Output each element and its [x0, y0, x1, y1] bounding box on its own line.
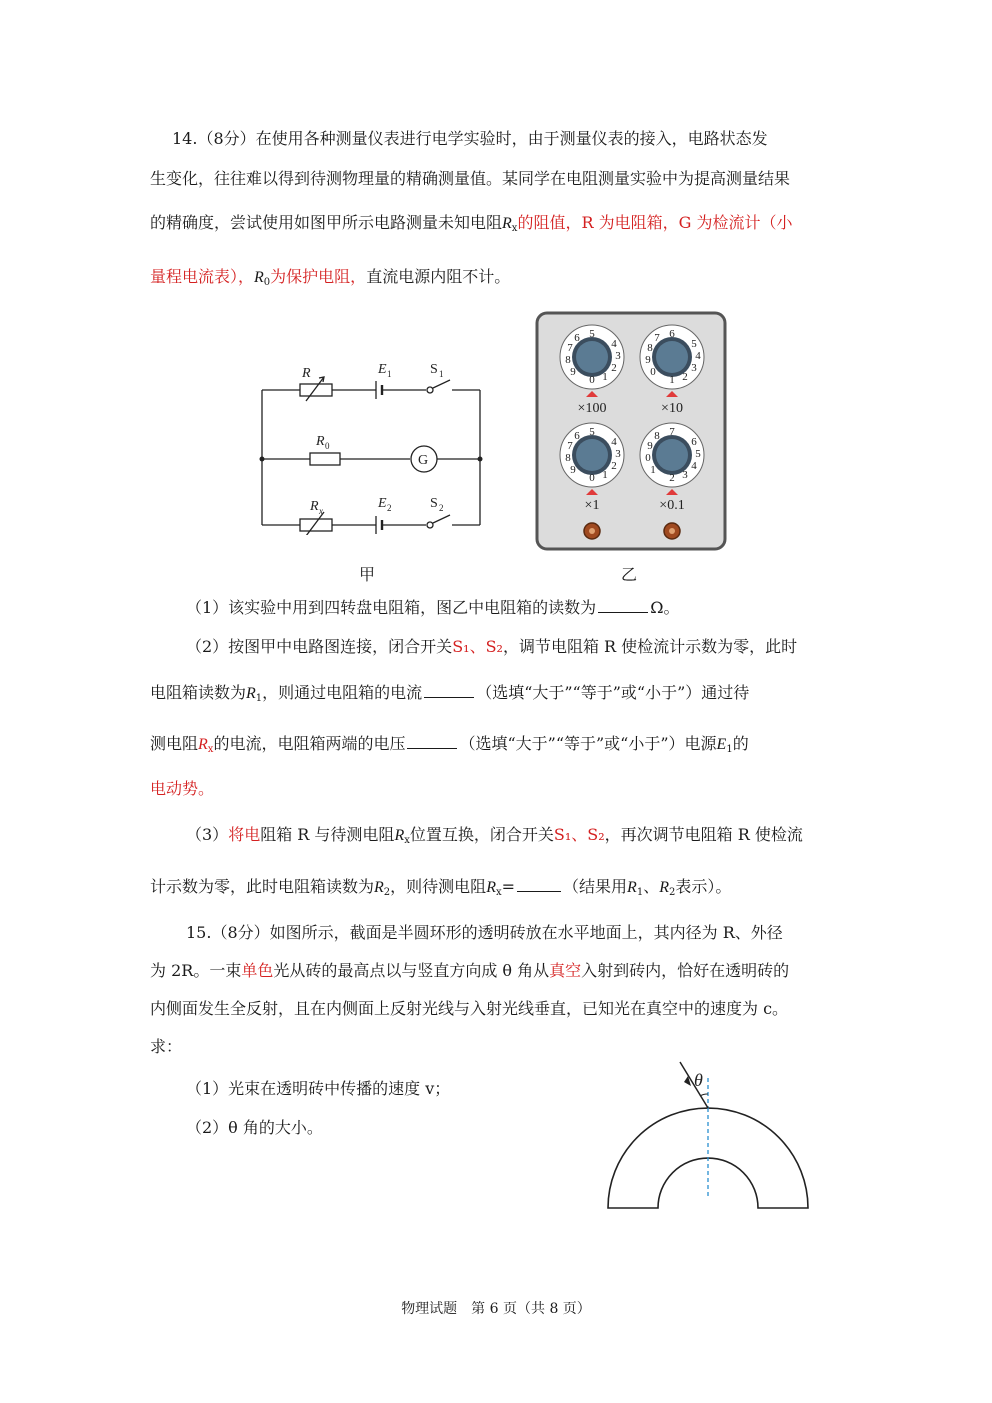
svg-text:8: 8 [565, 452, 571, 464]
svg-text:2: 2 [669, 472, 675, 484]
svg-text:2: 2 [682, 371, 688, 383]
svg-text:1: 1 [650, 464, 656, 476]
svg-text:4: 4 [691, 460, 697, 472]
label-rx: R [310, 499, 319, 514]
svg-text:4: 4 [695, 350, 701, 362]
svg-text:7: 7 [654, 332, 660, 344]
q14-line-2: 生变化，往往难以得到待测物理量的精确测量值。某同学在电阻测量实验中为提高测量结果 [150, 169, 791, 188]
q14-line-1: 14.（8分）在使用各种测量仪表进行电学实验时，由于测量仪表的接入，电路状态发 [172, 129, 768, 148]
fig-jia-caption: 甲 [359, 565, 376, 584]
label-e2: E [378, 496, 387, 511]
svg-text:0: 0 [650, 366, 656, 378]
svg-text:9: 9 [645, 354, 651, 366]
svg-text:9: 9 [647, 440, 653, 452]
svg-text:1: 1 [602, 469, 608, 481]
svg-text:3: 3 [615, 350, 621, 362]
circuit-diagram [252, 355, 492, 535]
svg-text:3: 3 [691, 362, 697, 374]
svg-text:9: 9 [570, 366, 576, 378]
label-s1: S [430, 362, 438, 377]
q14-sub-2-line-3: 测电阻$R_x$的电流，电阻箱两端的电压 （选填“大于”“等于”或“小于”）电源$E_1$的 [150, 734, 749, 755]
svg-text:1: 1 [669, 374, 675, 386]
svg-text:0: 0 [645, 452, 651, 464]
svg-text:0: 0 [325, 441, 330, 451]
answer-blank[interactable] [407, 734, 457, 749]
svg-text:7: 7 [567, 342, 573, 354]
q14-sub-3-line-1: （3）将电阻箱 R 与待测电阻$R_x$位置互换，闭合开关S₁、S₂，再次调节电阻箱 R 使检流 [186, 825, 803, 846]
svg-text:1: 1 [439, 369, 444, 379]
svg-text:4: 4 [611, 436, 617, 448]
q15-line-4: 求： [150, 1037, 183, 1056]
q15-sub-2: （2）θ 角的大小。 [186, 1118, 323, 1137]
svg-text:2: 2 [439, 503, 444, 513]
svg-text:7: 7 [567, 440, 573, 452]
svg-text:6: 6 [691, 436, 697, 448]
q15-sub-1: （1）光束在透明砖中传播的速度 v； [186, 1079, 451, 1098]
multiplier-100: ×100 [577, 401, 607, 416]
multiplier-0-1: ×0.1 [659, 498, 685, 513]
svg-text:8: 8 [565, 354, 571, 366]
q15-line-2: 为 2R。一束单色光从砖的最高点以与竖直方向成 θ 角从真空入射到砖内，恰好在透明砖的 [150, 961, 790, 980]
multiplier-10: ×10 [661, 401, 683, 416]
label-r0: R [316, 434, 325, 449]
q14-sub-3-line-2: 计示数为零，此时电阻箱读数为$R_2$，则待测电阻$R_x=$ （结果用$R_1$、$R_2$表示）。 [150, 877, 732, 898]
svg-text:1: 1 [602, 371, 608, 383]
q15-line-1: 15.（8分）如图所示，截面是半圆环形的透明砖放在水平地面上，其内径为 R、外径 [186, 923, 783, 942]
svg-text:9: 9 [570, 464, 576, 476]
q14-sub-2-line-2: 电阻箱读数为$R_1$，则通过电阻箱的电流 （选填“大于”“等于”或“小于”）通过待 [150, 683, 750, 704]
answer-blank[interactable] [598, 598, 648, 613]
label-e1: E [378, 362, 387, 377]
q14-line-3: 的精确度，尝试使用如图甲所示电路测量未知电阻$R_x$的阻值，R 为电阻箱，G 为检流计（小 [150, 213, 793, 234]
svg-text:3: 3 [615, 448, 621, 460]
svg-text:2: 2 [611, 362, 617, 374]
fig-yi-caption: 乙 [621, 565, 638, 584]
svg-text:6: 6 [669, 328, 675, 340]
multiplier-1: ×1 [584, 498, 600, 513]
svg-text:0: 0 [589, 374, 595, 386]
svg-text:5: 5 [589, 328, 595, 340]
answer-blank[interactable] [424, 683, 474, 698]
q14-sub-1: （1）该实验中用到四转盘电阻箱，图乙中电阻箱的读数为 Ω。 [186, 598, 680, 617]
svg-text:5: 5 [691, 338, 697, 350]
answer-blank[interactable] [517, 877, 561, 892]
svg-text:5: 5 [589, 426, 595, 438]
resistance-box [535, 311, 727, 551]
svg-text:4: 4 [611, 338, 617, 350]
q14-sub-2-line-1: （2）按图甲中电路图连接，闭合开关S₁、S₂，调节电阻箱 R 使检流计示数为零，此时 [186, 637, 798, 656]
svg-text:6: 6 [574, 332, 580, 344]
semicircle-ring-diagram [600, 1050, 820, 1220]
svg-text:7: 7 [669, 426, 675, 438]
q14-sub-2-line-4: 电动势。 [150, 779, 215, 798]
q14-line-4: 量程电流表），$R_0$为保护电阻，直流电源内阻不计。 [150, 267, 511, 288]
svg-text:5: 5 [695, 448, 701, 460]
svg-text:3: 3 [682, 469, 688, 481]
svg-text:2: 2 [611, 460, 617, 472]
svg-text:1: 1 [387, 369, 392, 379]
svg-text:0: 0 [589, 472, 595, 484]
svg-text:6: 6 [574, 430, 580, 442]
q15-line-3: 内侧面发生全反射，且在内侧面上反射光线与入射光线垂直，已知光在真空中的速度为 c。 [150, 999, 789, 1018]
theta-label: θ [694, 1070, 703, 1090]
svg-text:x: x [319, 506, 323, 516]
label-g: G [418, 453, 429, 468]
page-footer: 物理试题 第 6 页（共 8 页） [401, 1301, 591, 1317]
svg-text:8: 8 [647, 342, 653, 354]
svg-text:2: 2 [387, 503, 392, 513]
label-s2: S [430, 496, 438, 511]
label-r: R [302, 366, 311, 381]
svg-text:8: 8 [654, 430, 660, 442]
